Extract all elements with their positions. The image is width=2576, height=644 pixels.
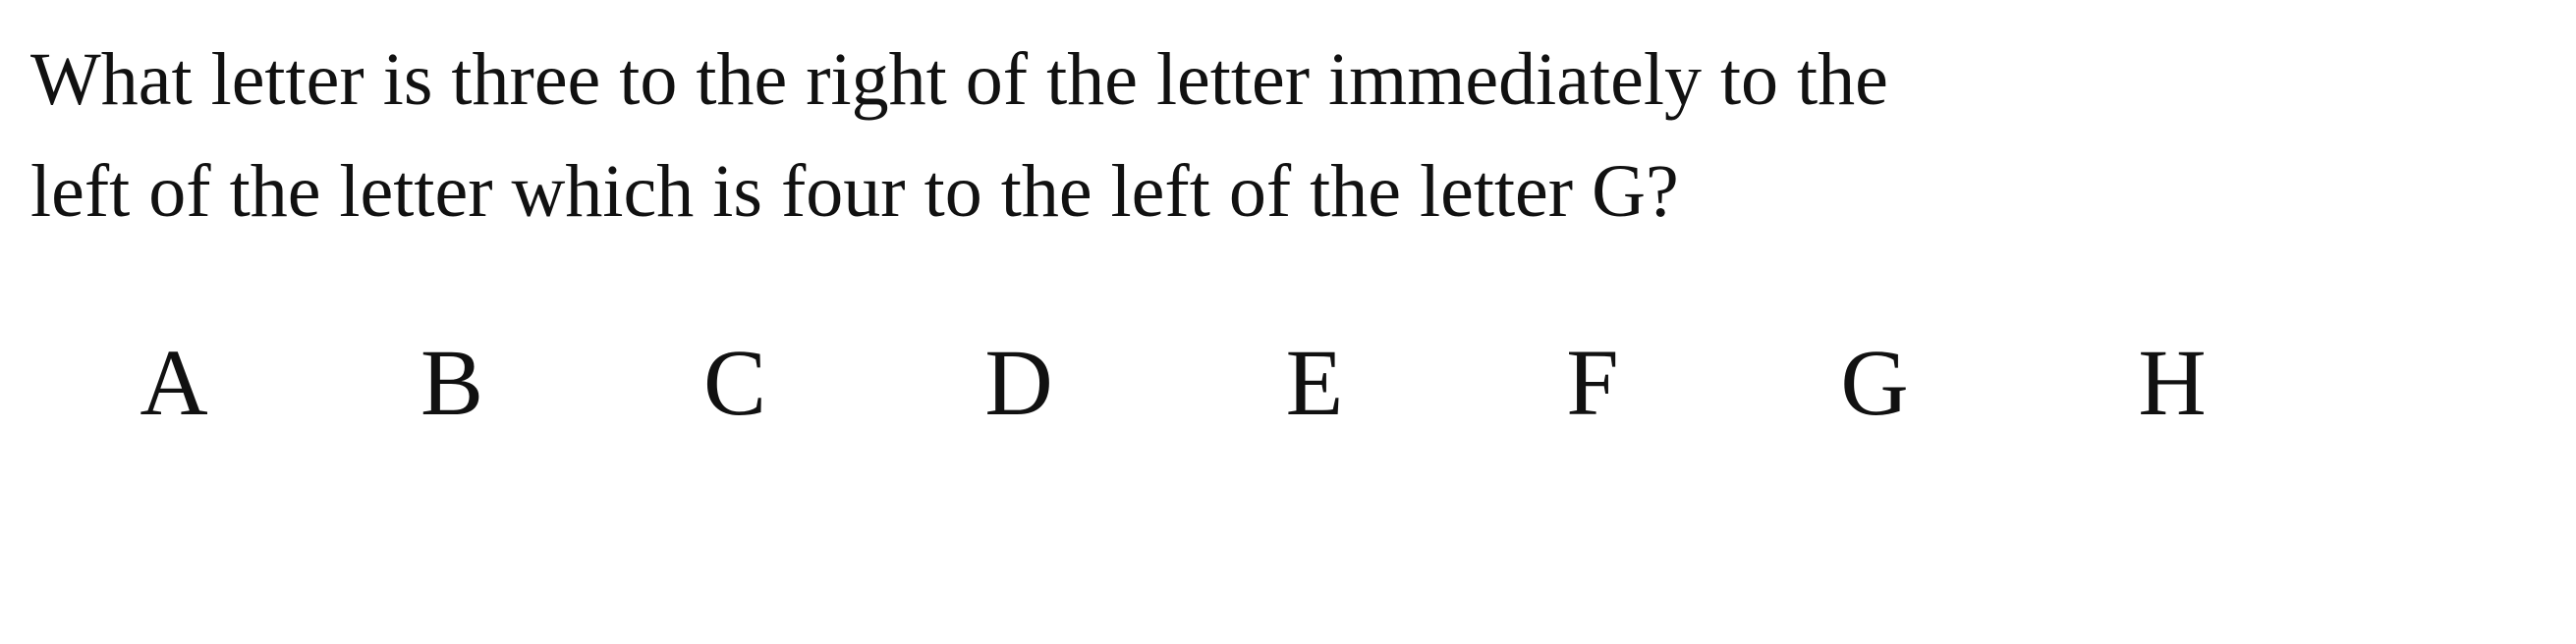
letter-e: E bbox=[1285, 330, 1344, 435]
letter-b: B bbox=[420, 330, 484, 435]
letter-row bbox=[0, 324, 2576, 442]
letter-h: H bbox=[2138, 330, 2207, 435]
letter-d: D bbox=[984, 330, 1053, 435]
question-line-2: left of the letter which is four to the left of the letter G? bbox=[30, 150, 1679, 233]
letter-f: F bbox=[1566, 330, 1619, 435]
question-line-1: What letter is three to the right of the letter immediately to the bbox=[30, 38, 1888, 121]
question-text bbox=[30, 24, 2290, 247]
letter-c: C bbox=[702, 330, 767, 435]
letter-a: A bbox=[140, 330, 208, 435]
letter-g: G bbox=[1840, 330, 1909, 435]
